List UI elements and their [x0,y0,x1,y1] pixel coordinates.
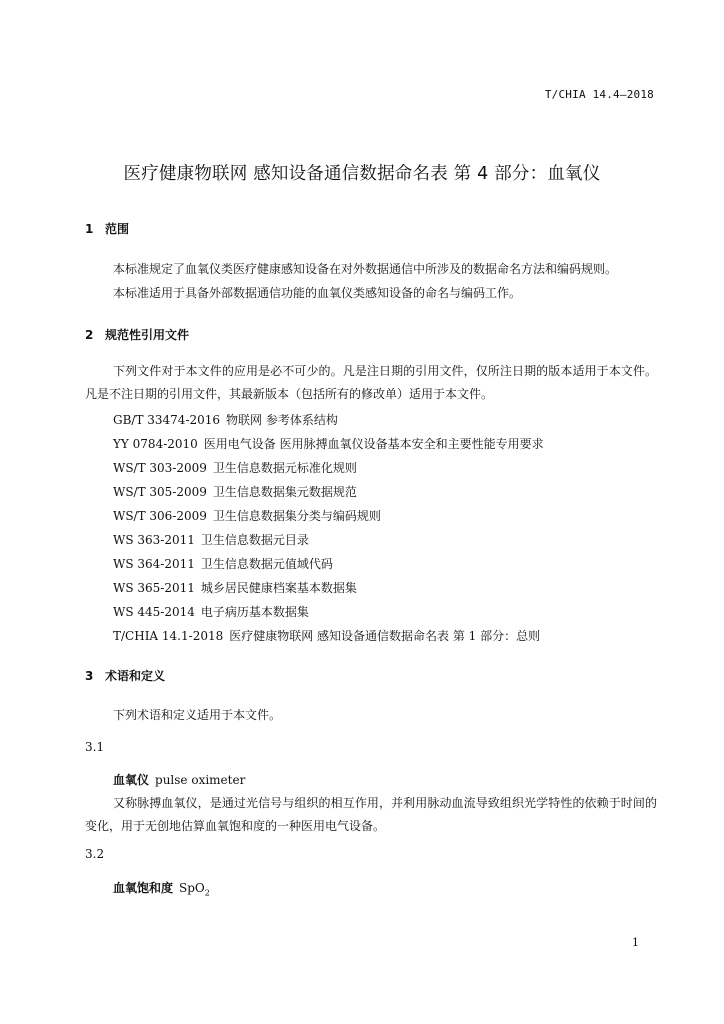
reference-code: WS/T 303-2009 [113,461,207,475]
reference-code: WS/T 305-2009 [113,485,207,499]
reference-code: WS/T 306-2009 [113,509,207,523]
section-2-heading [85,326,189,343]
reference-code: WS 365-2011 [113,581,195,595]
reference-name: 电子病历基本数据集 [200,605,309,619]
term-3-1-number: 3.1 [85,740,105,754]
section-1-heading [85,220,129,237]
section-3-intro: 下列术语和定义适用于本文件。 [113,708,282,722]
term-3-2 [113,879,210,897]
page-number: 1 [632,936,639,949]
reference-name: 卫生信息数据集元数据规范 [212,485,357,499]
reference-item [113,458,544,482]
term-3-2-number: 3.2 [85,847,105,861]
reference-item [113,530,544,554]
section-1-title: 范围 [105,222,130,236]
term-3-2-subscript: 2 [204,888,210,898]
term-3-1-definition: 又称脉搏血氧仪，是通过光信号与组织的相互作用，并利用脉动血流导致组织光学特性的依赖于时间的变化，用于无创地估算血氧饱和度的一种医用电气设备。 [85,796,657,833]
reference-name: 城乡居民健康档案基本数据集 [200,581,357,595]
reference-item [113,434,544,458]
section-2-title: 规范性引用文件 [105,328,190,342]
reference-name: 医疗健康物联网 感知设备通信数据命名表 第 1 部分：总则 [229,629,541,643]
term-3-1 [113,771,245,788]
document-code: T/CHIA 14.4—2018 [544,88,654,101]
section-2-number: 2 [85,328,94,342]
term-3-1-chinese: 血氧仪 [113,773,150,787]
section-3-title: 术语和定义 [105,669,166,683]
document-title: 医疗健康物联网 感知设备通信数据命名表 第 4 部分：血氧仪 [123,164,601,184]
reference-code: T/CHIA 14.1-2018 [113,629,224,643]
section-3-heading [85,667,165,684]
reference-item [113,482,544,506]
reference-list [113,410,544,650]
term-3-2-chinese: 血氧饱和度 [113,881,174,895]
reference-item [113,578,544,602]
reference-item [113,410,544,434]
section-3-number: 3 [85,669,94,683]
section-1-paragraph-2: 本标准适用于具备外部数据通信功能的血氧仪类感知设备的命名与编码工作。 [113,286,522,300]
reference-code: GB/T 33474-2016 [113,413,221,427]
reference-name: 卫生信息数据集分类与编码规则 [212,509,381,523]
section-1-paragraph-1: 本标准规定了血氧仪类医疗健康感知设备在对外数据通信中所涉及的数据命名方法和编码规则。 [113,262,618,276]
reference-item [113,626,544,650]
reference-name: 卫生信息数据元标准化规则 [212,461,357,475]
section-1-number: 1 [85,222,94,236]
reference-name: 医用电气设备 医用脉搏血氧仪设备基本安全和主要性能专用要求 [203,437,544,451]
reference-name: 物联网 参考体系结构 [226,413,338,427]
reference-item [113,506,544,530]
reference-name: 卫生信息数据元值域代码 [200,557,333,571]
reference-code: WS 363-2011 [113,533,195,547]
term-3-1-english: pulse oximeter [155,773,246,787]
reference-code: YY 0784-2010 [113,437,198,451]
section-2-intro: 下列文件对于本文件的应用是必不可少的。凡是注日期的引用文件，仅所注日期的版本适用于本文件。凡是不注日期的引用文件，其最新版本（包括所有的修改单）适用于本文件。 [85,364,657,401]
reference-item [113,554,544,578]
reference-item [113,602,544,626]
term-3-2-english: SpO [179,881,205,895]
reference-code: WS 445-2014 [113,605,195,619]
reference-name: 卫生信息数据元目录 [200,533,309,547]
reference-code: WS 364-2011 [113,557,195,571]
